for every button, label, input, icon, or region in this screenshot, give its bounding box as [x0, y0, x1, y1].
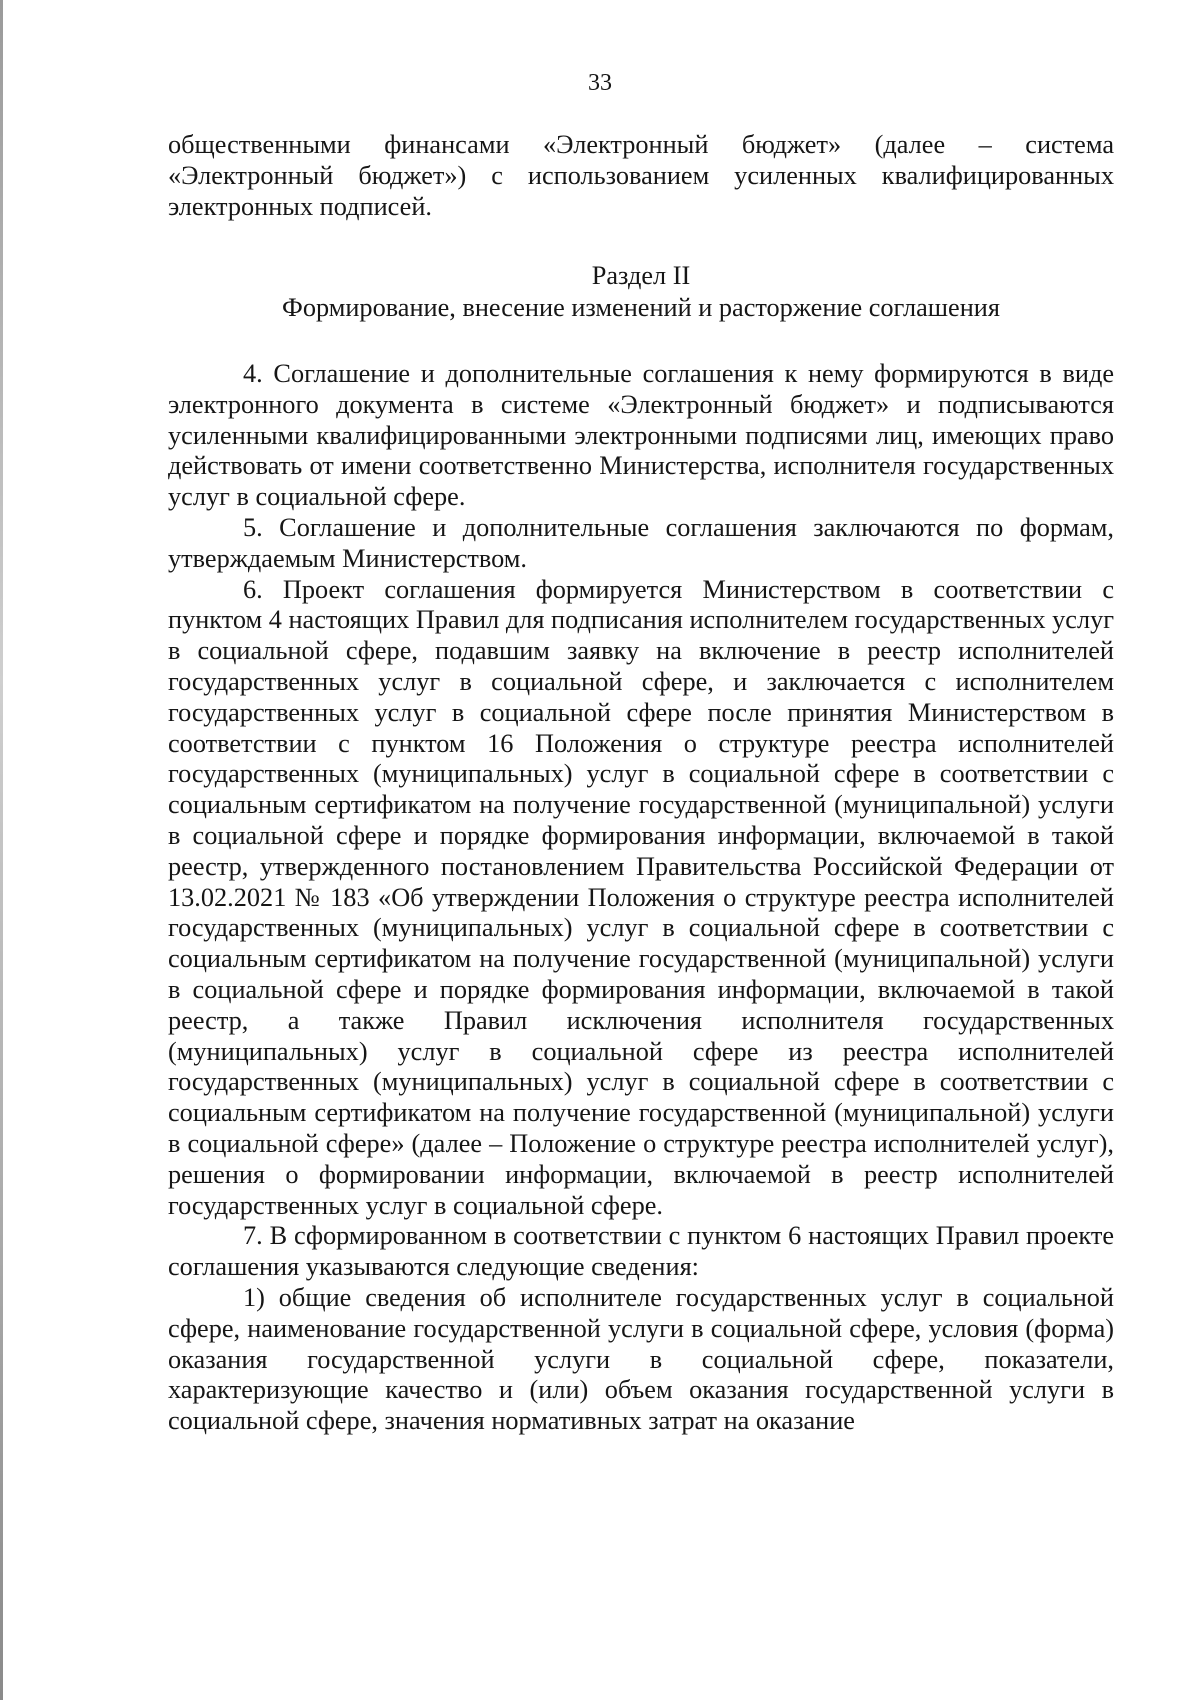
section-title: Формирование, внесение изменений и расторжение соглашения [282, 293, 1000, 322]
scan-edge [0, 0, 3, 1700]
lead-paragraph: общественными финансами «Электронный бюджет» (далее – система «Электронный бюджет») с использованием усиленных квалифицированных электронных подписей. [168, 130, 1114, 221]
section-body [168, 359, 1114, 1437]
paragraph-7: 7. В сформированном в соответствии с пунктом 6 настоящих Правил проекте соглашения указываются следующие сведения: [168, 1221, 1114, 1282]
paragraph-4: 4. Соглашение и дополнительные соглашения к нему формируются в виде электронного документа в системе «Электронный бюджет» и подписываются усиленными квалифицированными электронными подписями лиц, имеющих право действовать от имени соответственно Министерства, исполнителя государственных услуг в социальной сфере. [168, 359, 1114, 512]
section-label: Раздел II [591, 261, 691, 290]
paragraph-7-item-1: 1) общие сведения об исполнителе государственных услуг в социальной сфере, наименование государственной услуги в социальной сфере, условия (форма) оказания государственной услуги в социальной сфере, показатели, характеризующие качество и (или) объем оказания государственной услуги в социальной сфере, значения нормативных затрат на оказание [168, 1282, 1114, 1436]
paragraph-6: 6. Проект соглашения формируется Министерством в соответствии с пунктом 4 настоящих Правил для подписания исполнителем государственных услуг в социальной сфере, подавшим заявку на включение в реестр исполнителей государственных услуг в социальной сфере, и заключается с исполнителем государственных услуг в социальной сфере после принятия Министерством в соответствии с пунктом 16 Положения о структуре реестра исполнителей государственных (муниципальных) услуг в социальной сфере в соответствии с социальным сертификатом на получение государственной (муниципальной) услуги в социальной сфере и порядке формирования информации, включаемой в такой реестр, утвержденного постановлением Правительства Российской Федерации от 13.02.2021 № 183 «Об утверждении Положения о структуре реестра исполнителей государственных (муниципальных) услуг в социальной сфере в соответствии с социальным сертификатом на получение государственной (муниципальной) услуги в социальной сфере и порядке формирования информации, включаемой в такой реестр, а также Правил исключения исполнителя государственных (муниципальных) услуг в социальной сфере из реестра исполнителей государственных (муниципальных) услуг в социальной сфере в соответствии с социальным сертификатом на получение государственной (муниципальной) услуги в социальной сфере» (далее – Положение о структуре реестра исполнителей услуг), решения о формировании информации, включаемой в реестр исполнителей государственных услуг в социальной сфере. [168, 574, 1114, 1220]
page-number: 33 [588, 70, 612, 96]
continued-paragraph [168, 130, 1114, 222]
paragraph-5: 5. Соглашение и дополнительные соглашения заключаются по формам, утверждаемым Министерством. [168, 512, 1114, 573]
